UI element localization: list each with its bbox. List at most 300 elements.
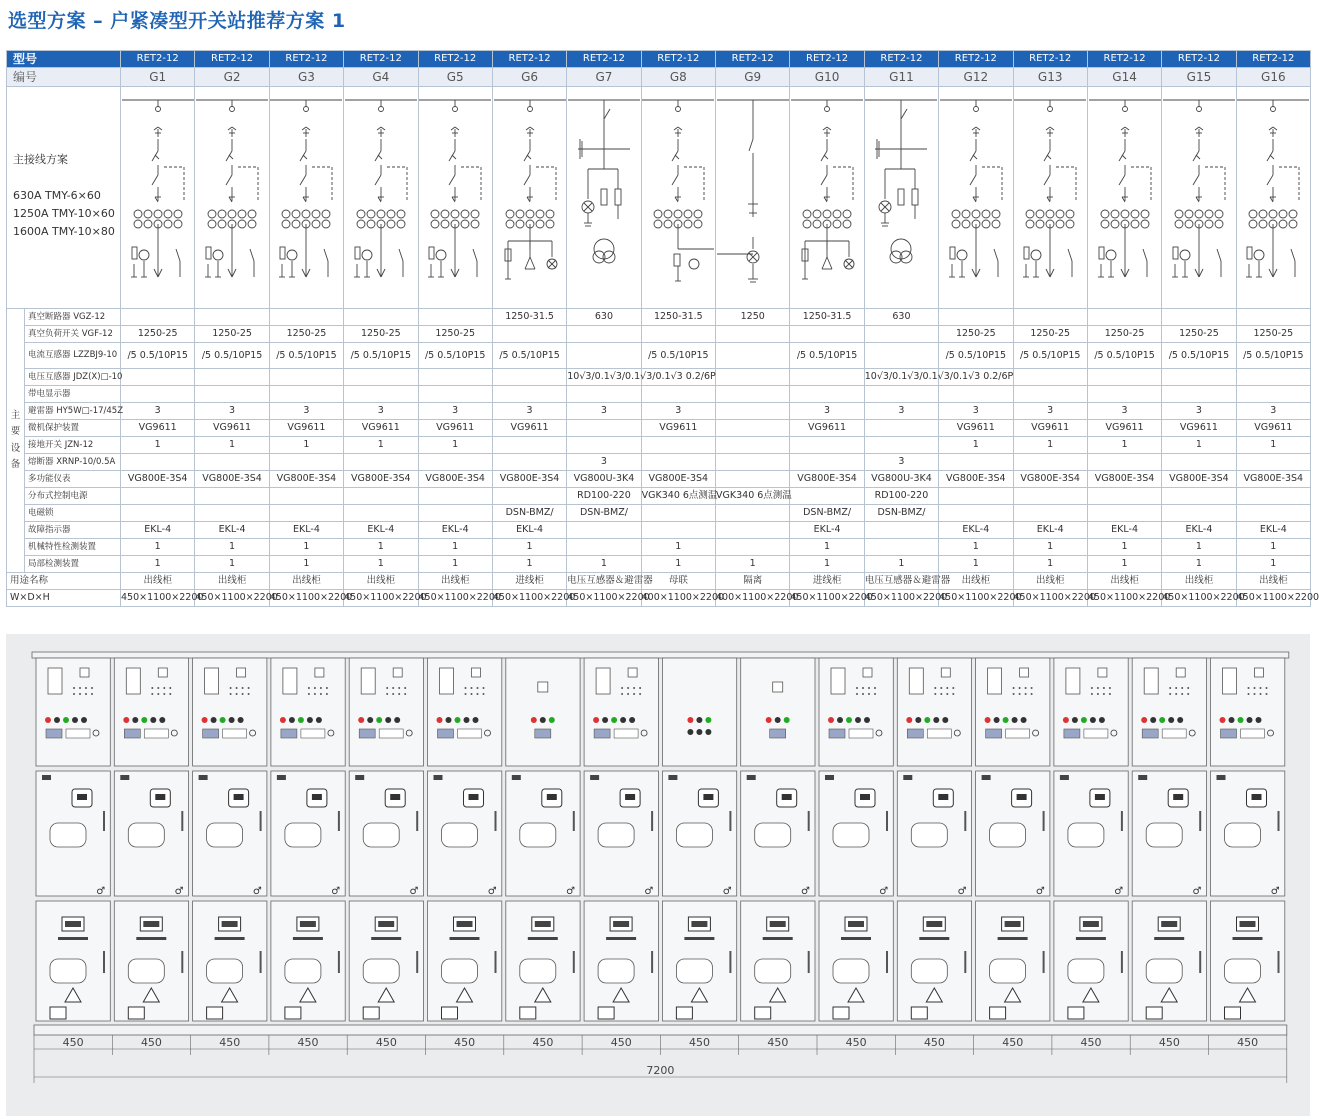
model-cell: RET2-12 xyxy=(864,51,938,68)
equipment-value: VG800E-3S4 xyxy=(418,471,492,488)
equipment-value: /5 0.5/10P15 xyxy=(641,343,715,369)
code-cell: G13 xyxy=(1013,68,1087,87)
usage-cell: 母联 xyxy=(641,573,715,590)
equipment-value: EKL-4 xyxy=(418,522,492,539)
equipment-name: 接地开关 JZN-12 xyxy=(25,437,121,454)
dimension-cell: 450×1100×2200 xyxy=(492,590,566,607)
model-cell: RET2-12 xyxy=(1236,51,1310,68)
equipment-name: 电流互感器 LZZBJ9-10 xyxy=(25,343,121,369)
wiring-diagram-cell xyxy=(790,87,864,309)
equipment-value xyxy=(195,488,269,505)
equipment-value: 1 xyxy=(939,437,1013,454)
equipment-value: VG9611 xyxy=(121,420,195,437)
equipment-value: 1 xyxy=(939,539,1013,556)
equipment-name: 真空断路器 VGZ-12 xyxy=(25,309,121,326)
equipment-value xyxy=(344,488,418,505)
cabinet-panel xyxy=(1054,658,1128,1021)
panel-width-label: 450 xyxy=(454,1036,476,1049)
equipment-value: VG800E-3S4 xyxy=(939,471,1013,488)
wiring-diagram-cell xyxy=(716,87,790,309)
equipment-value xyxy=(716,437,790,454)
equipment-value: 1250-25 xyxy=(418,326,492,343)
equipment-value xyxy=(195,386,269,403)
wiring-diagram-cell xyxy=(269,87,343,309)
incoming-single-line-diagram xyxy=(494,89,566,307)
equipment-value xyxy=(418,454,492,471)
equipment-value: 3 xyxy=(939,403,1013,420)
equipment-row xyxy=(7,420,1311,437)
pt-single-line-diagram xyxy=(568,89,640,307)
equipment-value xyxy=(567,326,641,343)
equipment-value xyxy=(790,454,864,471)
equipment-value xyxy=(1162,309,1236,326)
equipment-value: 1 xyxy=(939,556,1013,573)
equipment-value xyxy=(716,369,790,386)
equipment-value: 1250 xyxy=(716,309,790,326)
equipment-name: 多功能仪表 xyxy=(25,471,121,488)
equipment-value: 1 xyxy=(418,437,492,454)
equipment-value: VG9611 xyxy=(1162,420,1236,437)
equipment-value xyxy=(344,309,418,326)
equipment-value: 1250-31.5 xyxy=(790,309,864,326)
dimension-cell: 400×1100×2200 xyxy=(641,590,715,607)
equipment-value: 1 xyxy=(716,556,790,573)
equipment-row xyxy=(7,454,1311,471)
equipment-value xyxy=(1236,369,1310,386)
cabinet-panel xyxy=(36,658,110,1021)
equipment-value: EKL-4 xyxy=(1236,522,1310,539)
equipment-value: 3 xyxy=(195,403,269,420)
equipment-value: /5 0.5/10P15 xyxy=(269,343,343,369)
usage-cell: 进线柜 xyxy=(790,573,864,590)
model-cell: RET2-12 xyxy=(716,51,790,68)
code-cell: G2 xyxy=(195,68,269,87)
equipment-row xyxy=(7,556,1311,573)
wiring-diagram-cell xyxy=(864,87,938,309)
cabinet-panel xyxy=(584,658,658,1021)
code-cell: G5 xyxy=(418,68,492,87)
equipment-value: /5 0.5/10P15 xyxy=(344,343,418,369)
panel-width-label: 450 xyxy=(297,1036,319,1049)
equipment-value xyxy=(567,386,641,403)
equipment-name: 电磁锁 xyxy=(25,505,121,522)
equipment-value xyxy=(1013,386,1087,403)
equipment-value xyxy=(1013,454,1087,471)
equipment-value xyxy=(1087,454,1161,471)
equipment-name: 分布式控制电源 xyxy=(25,488,121,505)
equipment-value: VG9611 xyxy=(344,420,418,437)
equipment-value xyxy=(195,369,269,386)
equipment-value xyxy=(790,488,864,505)
equipment-value: EKL-4 xyxy=(1087,522,1161,539)
equipment-value xyxy=(939,505,1013,522)
equipment-value xyxy=(492,454,566,471)
model-cell: RET2-12 xyxy=(567,51,641,68)
pt-single-line-diagram xyxy=(865,89,937,307)
dimension-label: W×D×H xyxy=(7,590,121,607)
dimension-cell: 450×1100×2200 xyxy=(1236,590,1310,607)
equipment-row xyxy=(7,309,1311,326)
equipment-value: 10√3/0.1√3/0.1√3/0.1√3 0.2/6P xyxy=(567,369,641,386)
usage-cell: 出线柜 xyxy=(121,573,195,590)
code-cell: G3 xyxy=(269,68,343,87)
equipment-value xyxy=(1162,369,1236,386)
equipment-value: 3 xyxy=(492,403,566,420)
equipment-value: 1 xyxy=(269,556,343,573)
equipment-value xyxy=(567,539,641,556)
equipment-value: 1 xyxy=(1013,539,1087,556)
equipment-value: 1250-25 xyxy=(121,326,195,343)
code-cell: G14 xyxy=(1087,68,1161,87)
dimension-cell: 400×1100×2200 xyxy=(716,590,790,607)
equipment-value xyxy=(269,488,343,505)
equipment-value xyxy=(492,326,566,343)
equipment-value: EKL-4 xyxy=(1013,522,1087,539)
equipment-value: VG9611 xyxy=(492,420,566,437)
equipment-value xyxy=(1087,309,1161,326)
elevation-drawing xyxy=(6,634,1310,1116)
equipment-value xyxy=(939,454,1013,471)
equipment-value xyxy=(716,326,790,343)
svg-text:♂: ♂ xyxy=(566,886,576,897)
equipment-value xyxy=(344,505,418,522)
equipment-value xyxy=(418,369,492,386)
equipment-value: 1 xyxy=(1087,556,1161,573)
feeder-single-line-diagram xyxy=(345,89,417,307)
dimension-cell: 450×1100×2200 xyxy=(864,590,938,607)
equipment-value xyxy=(790,369,864,386)
equipment-value xyxy=(864,420,938,437)
usage-cell: 出线柜 xyxy=(344,573,418,590)
cabinet-panel xyxy=(897,658,971,1021)
equipment-value xyxy=(269,369,343,386)
usage-cell: 进线柜 xyxy=(492,573,566,590)
dimension-cell: 450×1100×2200 xyxy=(1087,590,1161,607)
equipment-value xyxy=(492,488,566,505)
equipment-value: 1250-25 xyxy=(195,326,269,343)
isolation-single-line-diagram xyxy=(717,89,789,307)
equipment-value xyxy=(1236,454,1310,471)
equipment-value: VG800E-3S4 xyxy=(1236,471,1310,488)
equipment-value: VG800E-3S4 xyxy=(1013,471,1087,488)
panel-width-label: 450 xyxy=(219,1036,241,1049)
usage-cell: 电压互感器＆避雷器 xyxy=(864,573,938,590)
equipment-value: 1250-31.5 xyxy=(492,309,566,326)
equipment-value: 1 xyxy=(269,539,343,556)
model-label: 型号 xyxy=(7,51,121,68)
equipment-value: VG800E-3S4 xyxy=(790,471,864,488)
model-cell: RET2-12 xyxy=(1087,51,1161,68)
equipment-value xyxy=(418,386,492,403)
equipment-value: VG800U-3K4 xyxy=(864,471,938,488)
equipment-value xyxy=(492,437,566,454)
equipment-value: 3 xyxy=(864,454,938,471)
equipment-name: 真空负荷开关 VGF-12 xyxy=(25,326,121,343)
equipment-value: 1250-25 xyxy=(1013,326,1087,343)
usage-cell: 出线柜 xyxy=(1087,573,1161,590)
equipment-value: 3 xyxy=(269,403,343,420)
equipment-value: 1 xyxy=(641,556,715,573)
equipment-value xyxy=(121,454,195,471)
feeder-single-line-diagram xyxy=(419,89,491,307)
equipment-value: 1250-31.5 xyxy=(641,309,715,326)
equipment-value: 630 xyxy=(567,309,641,326)
equipment-name: 避雷器 HY5W□-17/45Z xyxy=(25,403,121,420)
svg-text:♂: ♂ xyxy=(1035,886,1045,897)
equipment-value: 1 xyxy=(121,556,195,573)
dimension-cell: 450×1100×2200 xyxy=(567,590,641,607)
equipment-value: 1 xyxy=(1162,556,1236,573)
equipment-value xyxy=(716,471,790,488)
equipment-value: /5 0.5/10P15 xyxy=(418,343,492,369)
wiring-diagram-row xyxy=(7,87,1311,309)
equipment-value: VG9611 xyxy=(1013,420,1087,437)
equipment-value: 3 xyxy=(1087,403,1161,420)
wiring-diagram-cell xyxy=(567,87,641,309)
equipment-value xyxy=(1087,369,1161,386)
equipment-value: VGK340 6点测温 xyxy=(641,488,715,505)
equipment-value xyxy=(1162,454,1236,471)
model-cell: RET2-12 xyxy=(344,51,418,68)
equipment-row xyxy=(7,471,1311,488)
usage-cell: 出线柜 xyxy=(269,573,343,590)
equipment-value: VG800E-3S4 xyxy=(641,471,715,488)
equipment-value xyxy=(1013,309,1087,326)
equipment-value: 3 xyxy=(1162,403,1236,420)
equipment-value: 3 xyxy=(1013,403,1087,420)
equipment-value xyxy=(121,505,195,522)
code-cell: G9 xyxy=(716,68,790,87)
equipment-value xyxy=(418,309,492,326)
equipment-value: VG9611 xyxy=(195,420,269,437)
cabinet-panel xyxy=(506,658,580,1021)
equipment-value xyxy=(641,437,715,454)
equipment-value: 3 xyxy=(1236,403,1310,420)
equipment-value xyxy=(344,369,418,386)
svg-text:♂: ♂ xyxy=(409,886,419,897)
svg-text:♂: ♂ xyxy=(1114,886,1124,897)
equipment-value: 1 xyxy=(195,539,269,556)
wiring-diagram-cell xyxy=(641,87,715,309)
equipment-value: VGK340 6点测温 xyxy=(716,488,790,505)
equipment-value: 1 xyxy=(418,539,492,556)
svg-text:♂: ♂ xyxy=(174,886,184,897)
equipment-value xyxy=(641,522,715,539)
equipment-value: VG9611 xyxy=(1087,420,1161,437)
wiring-diagram-cell xyxy=(121,87,195,309)
equipment-value: /5 0.5/10P15 xyxy=(1162,343,1236,369)
panel-width-label: 450 xyxy=(375,1036,397,1049)
equipment-value: VG800E-3S4 xyxy=(195,471,269,488)
equipment-value xyxy=(567,343,641,369)
cabinet-panel xyxy=(1211,658,1285,1021)
equipment-value xyxy=(716,454,790,471)
equipment-row xyxy=(7,386,1311,403)
equipment-name: 带电显示器 xyxy=(25,386,121,403)
equipment-value: VG800E-3S4 xyxy=(269,471,343,488)
svg-text:♂: ♂ xyxy=(96,886,106,897)
panel-width-label: 450 xyxy=(1158,1036,1180,1049)
wiring-diagram-cell xyxy=(1013,87,1087,309)
equipment-value xyxy=(1087,505,1161,522)
equipment-value: /5 0.5/10P15 xyxy=(121,343,195,369)
code-cell: G12 xyxy=(939,68,1013,87)
total-width-label: 7200 xyxy=(646,1064,675,1077)
equipment-row xyxy=(7,326,1311,343)
feeder-single-line-diagram xyxy=(1014,89,1086,307)
model-row xyxy=(7,51,1311,68)
equipment-value: 3 xyxy=(641,403,715,420)
equipment-value xyxy=(1087,386,1161,403)
cabinet-panel xyxy=(428,658,502,1021)
wiring-diagram-cell xyxy=(1236,87,1310,309)
equipment-value: DSN-BMZ/ xyxy=(492,505,566,522)
equipment-value: 1 xyxy=(492,539,566,556)
equipment-value xyxy=(121,309,195,326)
equipment-value: DSN-BMZ/ xyxy=(864,505,938,522)
equipment-value xyxy=(1236,386,1310,403)
equipment-value xyxy=(716,343,790,369)
equipment-value xyxy=(864,437,938,454)
svg-text:♂: ♂ xyxy=(1270,886,1280,897)
cabinet-panel xyxy=(114,658,188,1021)
equipment-row xyxy=(7,437,1311,454)
code-row xyxy=(7,68,1311,87)
equipment-value: 1250-25 xyxy=(1087,326,1161,343)
usage-cell: 出线柜 xyxy=(1236,573,1310,590)
panel-width-label: 450 xyxy=(767,1036,789,1049)
equipment-name: 机械特性检测装置 xyxy=(25,539,121,556)
equipment-value: 1 xyxy=(1236,556,1310,573)
wiring-diagram-cell xyxy=(492,87,566,309)
model-cell: RET2-12 xyxy=(1162,51,1236,68)
dimension-cell: 450×1100×2200 xyxy=(344,590,418,607)
equipment-value: 3 xyxy=(344,403,418,420)
equipment-value: 1 xyxy=(1013,437,1087,454)
equipment-name: 故障指示器 xyxy=(25,522,121,539)
dimension-cell: 450×1100×2200 xyxy=(121,590,195,607)
equipment-value: VG9611 xyxy=(269,420,343,437)
equipment-value: 630 xyxy=(864,309,938,326)
equipment-value xyxy=(269,454,343,471)
wiring-diagram-cell xyxy=(195,87,269,309)
equipment-value: 1 xyxy=(121,437,195,454)
panel-width-label: 450 xyxy=(1080,1036,1102,1049)
model-cell: RET2-12 xyxy=(492,51,566,68)
dimension-cell: 450×1100×2200 xyxy=(418,590,492,607)
equipment-name: 熔断器 XRNP-10/0.5A xyxy=(25,454,121,471)
feeder-single-line-diagram xyxy=(1089,89,1161,307)
equipment-row xyxy=(7,539,1311,556)
equipment-value xyxy=(864,522,938,539)
cabinet-panel xyxy=(976,658,1050,1021)
equipment-value: /5 0.5/10P15 xyxy=(195,343,269,369)
equipment-value: VG9611 xyxy=(641,420,715,437)
equipment-value: 1 xyxy=(195,556,269,573)
svg-text:♂: ♂ xyxy=(957,886,967,897)
feeder-single-line-diagram xyxy=(270,89,342,307)
panel-width-label: 450 xyxy=(610,1036,632,1049)
svg-text:♂: ♂ xyxy=(644,886,654,897)
equipment-value: 3 xyxy=(567,454,641,471)
equipment-value xyxy=(1013,488,1087,505)
equipment-value xyxy=(864,343,938,369)
model-cell: RET2-12 xyxy=(939,51,1013,68)
svg-text:♂: ♂ xyxy=(1192,886,1202,897)
equipment-value xyxy=(121,488,195,505)
equipment-value xyxy=(418,488,492,505)
equipment-value: 1 xyxy=(195,437,269,454)
spec-table xyxy=(6,50,1319,607)
equipment-value: VG9611 xyxy=(418,420,492,437)
cabinet-panel xyxy=(1132,658,1206,1021)
equipment-value: 3 xyxy=(567,403,641,420)
equipment-value xyxy=(864,326,938,343)
cabinet-panel xyxy=(819,658,893,1021)
equipment-value xyxy=(195,309,269,326)
equipment-value: EKL-4 xyxy=(195,522,269,539)
dimension-cell: 450×1100×2200 xyxy=(1013,590,1087,607)
svg-text:♂: ♂ xyxy=(722,886,732,897)
code-cell: G10 xyxy=(790,68,864,87)
equipment-value: EKL-4 xyxy=(1162,522,1236,539)
equipment-value: RD100-220 xyxy=(567,488,641,505)
code-cell: G7 xyxy=(567,68,641,87)
model-cell: RET2-12 xyxy=(418,51,492,68)
equipment-value xyxy=(1236,505,1310,522)
equipment-name: 局部检测装置 xyxy=(25,556,121,573)
cabinet-panel xyxy=(193,658,267,1021)
dimension-row xyxy=(7,590,1311,607)
usage-cell: 出线柜 xyxy=(939,573,1013,590)
equipment-value: /5 0.5/10P15 xyxy=(1236,343,1310,369)
code-cell: G16 xyxy=(1236,68,1310,87)
equipment-value: 1 xyxy=(344,539,418,556)
equipment-value: RD100-220 xyxy=(864,488,938,505)
usage-cell: 隔离 xyxy=(716,573,790,590)
cabinet-panel xyxy=(662,658,736,1021)
cabinet-elevation xyxy=(6,634,1310,1116)
usage-cell: 电压互感器＆避雷器 xyxy=(567,573,641,590)
equipment-value xyxy=(716,420,790,437)
equipment-value xyxy=(1162,488,1236,505)
wiring-scheme-label xyxy=(7,87,121,309)
wiring-diagram-cell xyxy=(939,87,1013,309)
wiring-diagram-cell xyxy=(418,87,492,309)
wiring-diagram-cell xyxy=(1162,87,1236,309)
equipment-value: 1 xyxy=(269,437,343,454)
equipment-value: 1 xyxy=(1087,539,1161,556)
equipment-value: EKL-4 xyxy=(492,522,566,539)
equipment-name: 电压互感器 JDZ(X)□-10 xyxy=(25,369,121,386)
equipment-value xyxy=(567,437,641,454)
panel-width-label: 450 xyxy=(62,1036,84,1049)
equipment-value xyxy=(864,539,938,556)
svg-text:♂: ♂ xyxy=(331,886,341,897)
equipment-value: 1 xyxy=(567,556,641,573)
dimension-cell: 450×1100×2200 xyxy=(939,590,1013,607)
equipment-value xyxy=(716,522,790,539)
equipment-value: VG9611 xyxy=(939,420,1013,437)
usage-cell: 出线柜 xyxy=(1162,573,1236,590)
equipment-value: 1 xyxy=(344,556,418,573)
equipment-value xyxy=(939,488,1013,505)
dimension-cell: 450×1100×2200 xyxy=(790,590,864,607)
panel-width-label: 450 xyxy=(532,1036,554,1049)
equipment-value: /5 0.5/10P15 xyxy=(492,343,566,369)
panel-width-label: 450 xyxy=(845,1036,867,1049)
code-cell: G1 xyxy=(121,68,195,87)
